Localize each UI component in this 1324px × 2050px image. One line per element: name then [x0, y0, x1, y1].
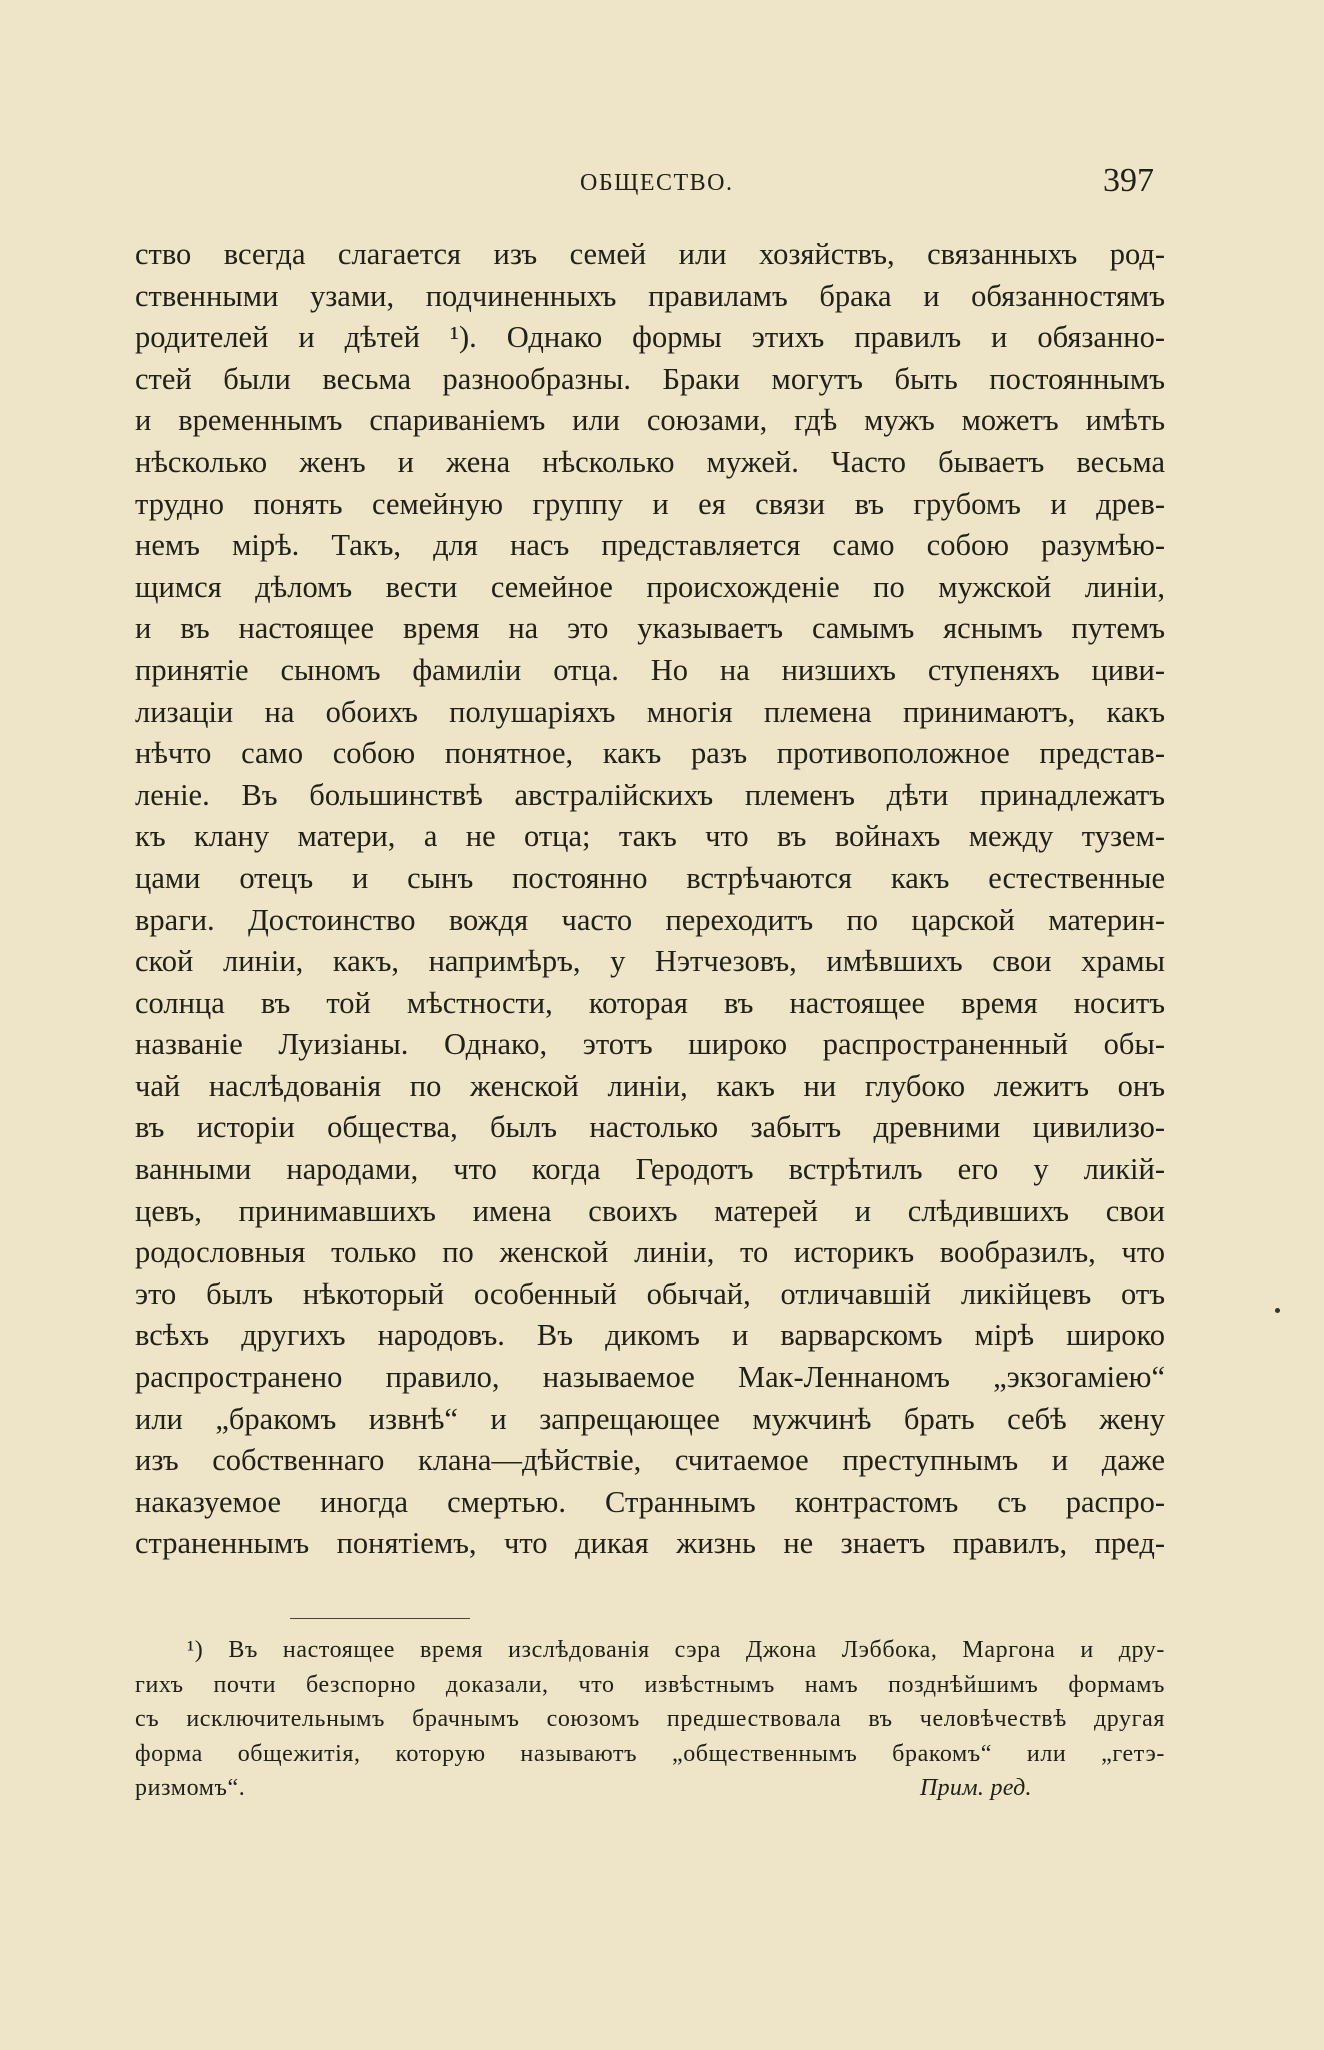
text-line: цевъ, принимавшихъ имена своихъ матерей и слѣдившихъ свои: [135, 1193, 1165, 1228]
text-line: страненнымъ понятіемъ, что дикая жизнь не знаетъ правилъ, пред-: [135, 1526, 1165, 1561]
text-line: трудно понять семейную группу и ея связи въ грубомъ и древ-: [135, 486, 1165, 521]
text-line: лизаціи на обоихъ полушаріяхъ многія племена принимаютъ, какъ: [135, 694, 1165, 729]
footnote: [135, 1633, 1165, 1806]
footnote-line: ¹) Въ настоящее время изслѣдованія сэра Джона Лэббока, Маргона и дру-: [187, 1637, 1165, 1663]
page-number: 397: [1103, 162, 1154, 199]
text-line: цами отецъ и сынъ постоянно встрѣчаются какъ естественные: [135, 860, 1165, 895]
text-line: распространено правило, называемое Мак-Леннаномъ „экзогаміею“: [135, 1360, 1165, 1395]
text-line: чай наслѣдованія по женской линіи, какъ ни глубоко лежитъ онъ: [135, 1068, 1165, 1103]
footnote-rule: [290, 1618, 470, 1619]
margin-dot: [1275, 1308, 1280, 1313]
text-line: нѣсколько женъ и жена нѣсколько мужей. Часто бываетъ весьма: [135, 444, 1165, 479]
footnote-line: форма общежитія, которую называютъ „общественнымъ бракомъ“ или „гетэ-: [135, 1740, 1165, 1767]
text-line: изъ собственнаго клана—дѣйствіе, считаемое преступнымъ и даже: [135, 1443, 1165, 1478]
text-line: и въ настоящее время на это указываетъ самымъ яснымъ путемъ: [135, 611, 1165, 646]
text-line: родословныя только по женской линіи, то историкъ вообразилъ, что: [135, 1235, 1165, 1270]
text-line: родителей и дѣтей ¹). Однако формы этихъ правилъ и обязанно-: [135, 320, 1165, 355]
text-line: наказуемое иногда смертью. Страннымъ контрастомъ съ распро-: [135, 1484, 1165, 1519]
body-text: [135, 234, 1165, 1565]
text-line: въ исторіи общества, былъ настолько забытъ древними цивилизо-: [135, 1110, 1165, 1145]
running-title: ОБЩЕСТВО.: [580, 170, 734, 196]
text-line: принятіе сыномъ фамиліи отца. Но на низшихъ ступеняхъ циви-: [135, 652, 1165, 687]
text-line: ской линіи, какъ, напримѣръ, у Нэтчезовъ, имѣвшихъ свои храмы: [135, 944, 1165, 979]
running-head: [0, 162, 1324, 208]
text-line: леніе. Въ большинствѣ австралійскихъ племенъ дѣти принадлежатъ: [135, 777, 1165, 812]
text-line: стей были весьма разнообразны. Браки могутъ быть постояннымъ: [135, 361, 1165, 396]
text-line: нѣчто само собою понятное, какъ разъ противоположное представ-: [135, 736, 1165, 771]
text-line: немъ мірѣ. Такъ, для насъ представляется само собою разумѣю-: [135, 528, 1165, 563]
text-line: враги. Достоинство вождя часто переходитъ по царской материн-: [135, 902, 1165, 937]
text-line: это былъ нѣкоторый особенный обычай, отличавшій ликійцевъ отъ: [135, 1276, 1165, 1311]
text-line: щимся дѣломъ вести семейное происхожденіе по мужской линіи,: [135, 569, 1165, 604]
text-line: названіе Луизіаны. Однако, этотъ широко распространенный обы-: [135, 1027, 1165, 1062]
text-line: или „бракомъ извнѣ“ и запрещающее мужчинѣ брать себѣ жену: [135, 1401, 1165, 1436]
text-line: ство всегда слагается изъ семей или хозяйствъ, связанныхъ род-: [135, 237, 1165, 271]
text-line: ственными узами, подчиненныхъ правиламъ брака и обязанностямъ: [135, 278, 1165, 313]
footnote-line: ризмомъ“.: [135, 1775, 246, 1801]
footnote-line: гихъ почти безспорно доказали, что извѣстнымъ намъ позднѣйшимъ формамъ: [135, 1671, 1165, 1698]
text-line: всѣхъ другихъ народовъ. Въ дикомъ и варварскомъ мірѣ широко: [135, 1318, 1165, 1353]
text-line: и временнымъ спариваніемъ или союзами, гдѣ мужъ можетъ имѣть: [135, 403, 1165, 438]
text-line: къ клану матери, а не отца; такъ что въ войнахъ между тузем-: [135, 819, 1165, 854]
text-line: ванными народами, что когда Геродотъ встрѣтилъ его у ликій-: [135, 1152, 1165, 1187]
footnote-line: съ исключительнымъ брачнымъ союзомъ предшествовала въ человѣчествѣ другая: [135, 1706, 1165, 1732]
text-line: солнца въ той мѣстности, которая въ настоящее время носитъ: [135, 985, 1165, 1020]
footnote-last-line: [135, 1771, 1165, 1806]
editor-note-signature: Прим. ред.: [920, 1775, 1032, 1801]
